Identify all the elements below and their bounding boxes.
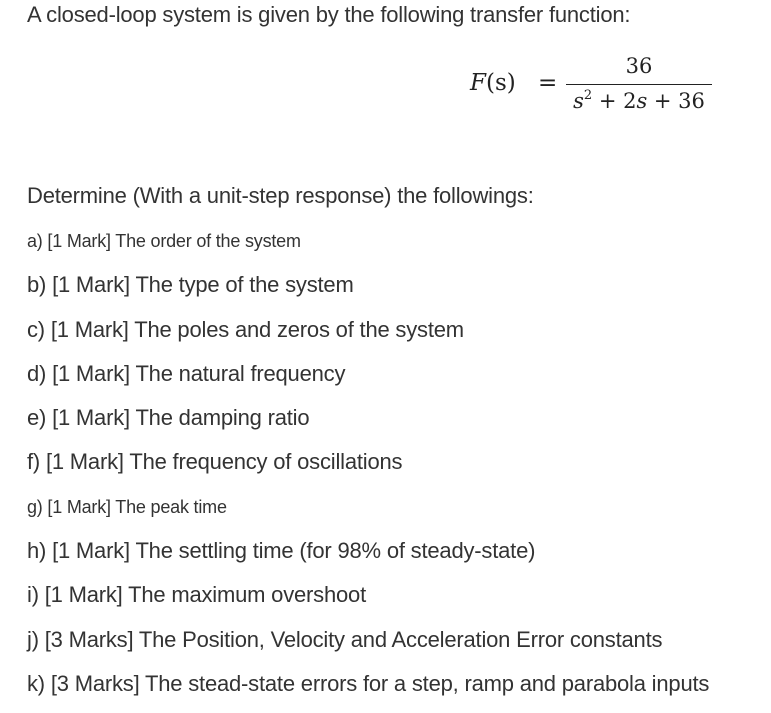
question-item-c: c) [1 Mark] The poles and zeros of the system	[27, 316, 464, 342]
equation-fraction	[566, 52, 712, 113]
denominator-op1: + 2	[592, 89, 637, 113]
transfer-function-equation	[470, 52, 715, 122]
equation-lhs	[470, 70, 516, 96]
denominator-var: s	[573, 89, 584, 113]
question-item-e: e) [1 Mark] The damping ratio	[27, 405, 310, 431]
question-item-k: k) [3 Marks] The stead-state errors for a step, ramp and parabola inputs	[27, 670, 710, 696]
instruction-prompt: Determine (With a unit-step response) the followings:	[27, 183, 534, 208]
question-list	[27, 226, 709, 713]
question-item-b: b) [1 Mark] The type of the system	[27, 272, 354, 298]
equation-lhs-symbol: F	[470, 70, 486, 96]
equation-equals-sign: =	[538, 70, 558, 96]
denominator-var-2: s	[636, 89, 648, 113]
equation-denominator	[566, 89, 712, 113]
fraction-bar	[566, 84, 712, 85]
denominator-exponent: 2	[583, 88, 593, 103]
question-item-a: a) [1 Mark] The order of the system	[27, 231, 301, 251]
equation-lhs-arg: (s)	[485, 70, 516, 96]
denominator-op2: + 36	[647, 89, 705, 113]
question-item-i: i) [1 Mark] The maximum overshoot	[27, 582, 366, 608]
question-item-f: f) [1 Mark] The frequency of oscillations	[27, 449, 403, 475]
equation-numerator: 36	[625, 54, 653, 78]
intro-text: A closed-loop system is given by the following transfer function:	[27, 2, 631, 27]
question-item-d: d) [1 Mark] The natural frequency	[27, 360, 346, 386]
question-item-j: j) [3 Marks] The Position, Velocity and Acceleration Error constants	[27, 626, 663, 652]
question-item-h: h) [1 Mark] The settling time (for 98% of steady-state)	[27, 538, 536, 564]
question-item-g: g) [1 Mark] The peak time	[27, 496, 227, 517]
